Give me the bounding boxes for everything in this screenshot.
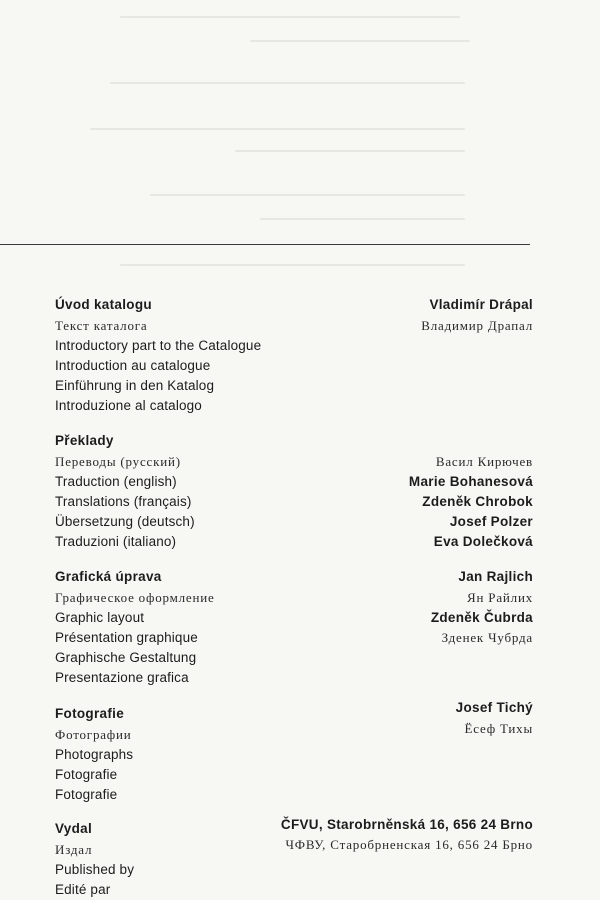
person-name: Josef Polzer [449,514,533,529]
section-label-german: Graphische Gestaltung [55,650,197,665]
person-name: Josef Tichý [455,700,533,715]
section-label-russian: Графическое оформление [55,590,215,605]
section-label-german: Fotografie [55,787,118,802]
section-label-russian: Издал [55,842,93,857]
person-name: Jan Rajlich [458,569,533,584]
person-name-cyrillic: Ян Райлих [467,590,533,605]
horizontal-divider [0,244,530,245]
section-label-english: Published by [55,862,135,877]
section-label-french: Introduction au catalogue [55,358,211,373]
person-name-cyrillic: Зденек Чубрда [441,630,533,645]
person-name: Zdeněk Čubrda [430,610,533,625]
section-label-italian: Presentazione grafica [55,670,189,685]
section-heading: Grafická úprava [55,569,162,584]
section-label-french: Translations (français) [55,494,192,509]
section-label-french: Fotografie [55,767,118,782]
person-name: Eva Dolečková [433,534,533,549]
person-name-cyrillic: Васил Кирючев [435,454,533,469]
section-label-english: Introductory part to the Catalogue [55,338,262,353]
section-label-english: Traduction (english) [55,474,177,489]
section-label-russian: Переводы (русский) [55,454,181,469]
section-label-russian: Фотографии [55,727,132,742]
section-heading: Úvod katalogu [55,297,152,312]
section-label-french: Présentation graphique [55,630,198,645]
section-label-french: Edité par [55,882,111,897]
section-label-italian: Traduzioni (italiano) [55,534,177,549]
section-label-german: Übersetzung (deutsch) [55,514,195,529]
person-name: Marie Bohanesová [408,474,533,489]
section-label-italian: Introduzione al catalogo [55,398,202,413]
person-name-cyrillic: Ёсеф Тихы [464,721,533,736]
section-label-german: Einführung in den Katalog [55,378,215,393]
publisher-address: ČFVU, Starobrněnská 16, 656 24 Brno [280,817,533,832]
section-heading: Překlady [55,433,114,448]
person-name: Zdeněk Chrobok [422,494,533,509]
section-label-russian: Текст каталога [55,318,148,333]
person-name-cyrillic: Владимир Драпал [421,318,533,333]
section-heading: Fotografie [55,706,124,721]
person-name: Vladimír Drápal [429,297,533,312]
section-heading: Vydal [55,821,93,836]
section-label-english: Graphic layout [55,610,145,625]
publisher-address-cyrillic: ЧФВУ, Старобрненская 16, 656 24 Брно [285,837,533,852]
section-label-english: Photographs [55,747,134,762]
